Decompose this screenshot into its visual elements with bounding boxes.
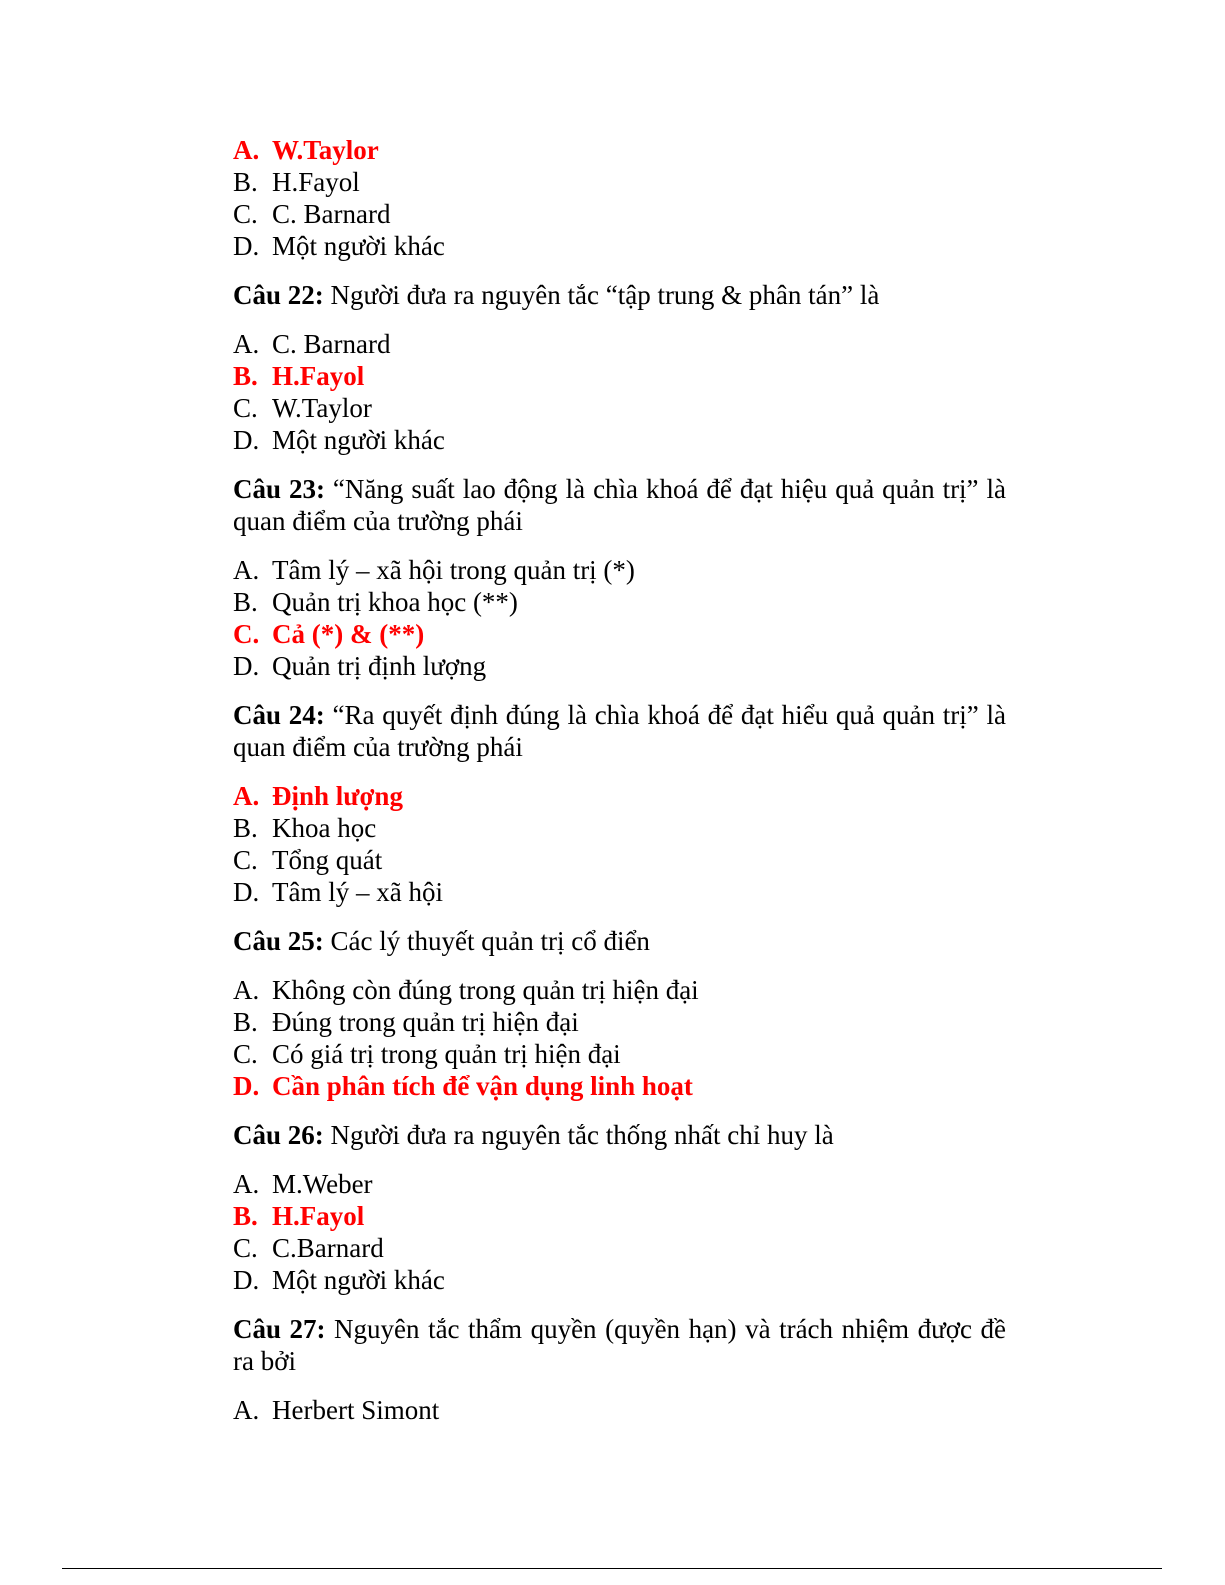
answer-option — [233, 1168, 1006, 1200]
option-text: Có giá trị trong quản trị hiện đại — [272, 1039, 621, 1069]
option-text: Tổng quát — [272, 845, 383, 875]
option-letter: D. — [233, 651, 260, 681]
answer-options — [233, 1168, 1006, 1296]
option-letter: C. — [233, 1233, 258, 1263]
option-text: M.Weber — [272, 1169, 373, 1199]
question-text: “Ra quyết định đúng là chìa khoá để đạt hiểu quả quản trị” là quan điểm của trường phái — [233, 700, 1006, 762]
option-letter: A. — [233, 781, 260, 811]
question-text: Các lý thuyết quản trị cổ điển — [323, 926, 650, 956]
question-text: Người đưa ra nguyên tắc “tập trung & phân tán” là — [323, 280, 880, 310]
answer-option — [233, 328, 1006, 360]
question — [233, 1119, 1006, 1151]
question-text: “Năng suất lao động là chìa khoá để đạt hiệu quả quản trị” là quan điểm của trường phái — [233, 474, 1006, 536]
answer-option-correct — [233, 1070, 1006, 1102]
option-letter: C. — [233, 619, 260, 649]
option-text: Tâm lý – xã hội trong quản trị (*) — [272, 555, 635, 585]
option-text: Herbert Simont — [272, 1395, 440, 1425]
answer-option — [233, 586, 1006, 618]
question-number: Câu 27: — [233, 1314, 326, 1344]
option-text: Một người khác — [272, 425, 445, 455]
option-text: C.Barnard — [272, 1233, 384, 1263]
option-text: C. Barnard — [272, 329, 391, 359]
option-text: Một người khác — [272, 1265, 445, 1295]
option-letter: D. — [233, 1071, 260, 1101]
option-text: C. Barnard — [272, 199, 391, 229]
answer-options — [233, 780, 1006, 908]
option-letter: C. — [233, 1039, 258, 1069]
option-letter: A. — [233, 975, 260, 1005]
question-number: Câu 26: — [233, 1120, 324, 1150]
answer-option-correct — [233, 1200, 1006, 1232]
option-letter: D. — [233, 1265, 260, 1295]
option-letter: A. — [233, 135, 260, 165]
option-text: Một người khác — [272, 231, 445, 261]
question-text: Người đưa ra nguyên tắc thống nhất chỉ huy là — [323, 1120, 834, 1150]
answer-option — [233, 876, 1006, 908]
answer-option-correct — [233, 780, 1006, 812]
question-number: Câu 22: — [233, 280, 324, 310]
answer-options — [233, 1394, 1006, 1426]
answer-option — [233, 844, 1006, 876]
option-text: Quản trị khoa học (**) — [272, 587, 518, 617]
answer-option — [233, 198, 1006, 230]
answer-option — [233, 230, 1006, 262]
option-text: Cả (*) & (**) — [272, 619, 425, 649]
question — [233, 1313, 1006, 1377]
option-letter: C. — [233, 845, 258, 875]
option-letter: A. — [233, 329, 260, 359]
option-letter: B. — [233, 587, 258, 617]
option-letter: D. — [233, 425, 260, 455]
question — [233, 473, 1006, 537]
answer-options — [233, 328, 1006, 456]
answer-option-correct — [233, 618, 1006, 650]
option-letter: D. — [233, 231, 260, 261]
answer-option — [233, 1232, 1006, 1264]
option-text: H.Fayol — [272, 361, 365, 391]
answer-option — [233, 554, 1006, 586]
option-letter: B. — [233, 1007, 258, 1037]
option-letter: B. — [233, 813, 258, 843]
option-letter: B. — [233, 361, 258, 391]
option-text: Cần phân tích để vận dụng linh hoạt — [272, 1071, 693, 1101]
option-text: W.Taylor — [272, 393, 372, 423]
option-letter: D. — [233, 877, 260, 907]
option-letter: C. — [233, 199, 258, 229]
option-letter: A. — [233, 1169, 260, 1199]
question-number: Câu 25: — [233, 926, 324, 956]
question — [233, 699, 1006, 763]
answer-option — [233, 1394, 1006, 1426]
option-text: Khoa học — [272, 813, 377, 843]
option-letter: C. — [233, 393, 258, 423]
answer-options — [233, 134, 1006, 262]
option-letter: A. — [233, 1395, 260, 1425]
question — [233, 925, 1006, 957]
question — [233, 279, 1006, 311]
option-text: Quản trị định lượng — [272, 651, 487, 681]
answer-option — [233, 166, 1006, 198]
question-number: Câu 23: — [233, 474, 325, 504]
question-text: Nguyên tắc thẩm quyền (quyền hạn) và trách nhiệm được đề ra bởi — [233, 1314, 1006, 1376]
answer-option — [233, 1006, 1006, 1038]
option-text: Định lượng — [272, 781, 403, 811]
option-letter: B. — [233, 167, 258, 197]
answer-option — [233, 812, 1006, 844]
option-text: Không còn đúng trong quản trị hiện đại — [272, 975, 699, 1005]
answer-options — [233, 974, 1006, 1102]
answer-option — [233, 650, 1006, 682]
answer-option — [233, 1264, 1006, 1296]
quiz-content — [233, 134, 1006, 1426]
page-bottom-rule — [62, 1568, 1162, 1569]
answer-option — [233, 424, 1006, 456]
answer-option — [233, 974, 1006, 1006]
option-text: H.Fayol — [272, 1201, 365, 1231]
answer-option — [233, 1038, 1006, 1070]
answer-options — [233, 554, 1006, 682]
option-text: Đúng trong quản trị hiện đại — [272, 1007, 579, 1037]
answer-option — [233, 392, 1006, 424]
option-letter: A. — [233, 555, 260, 585]
answer-option-correct — [233, 360, 1006, 392]
option-text: W.Taylor — [272, 135, 379, 165]
option-text: H.Fayol — [272, 167, 360, 197]
answer-option-correct — [233, 134, 1006, 166]
option-letter: B. — [233, 1201, 258, 1231]
option-text: Tâm lý – xã hội — [272, 877, 443, 907]
question-number: Câu 24: — [233, 700, 325, 730]
